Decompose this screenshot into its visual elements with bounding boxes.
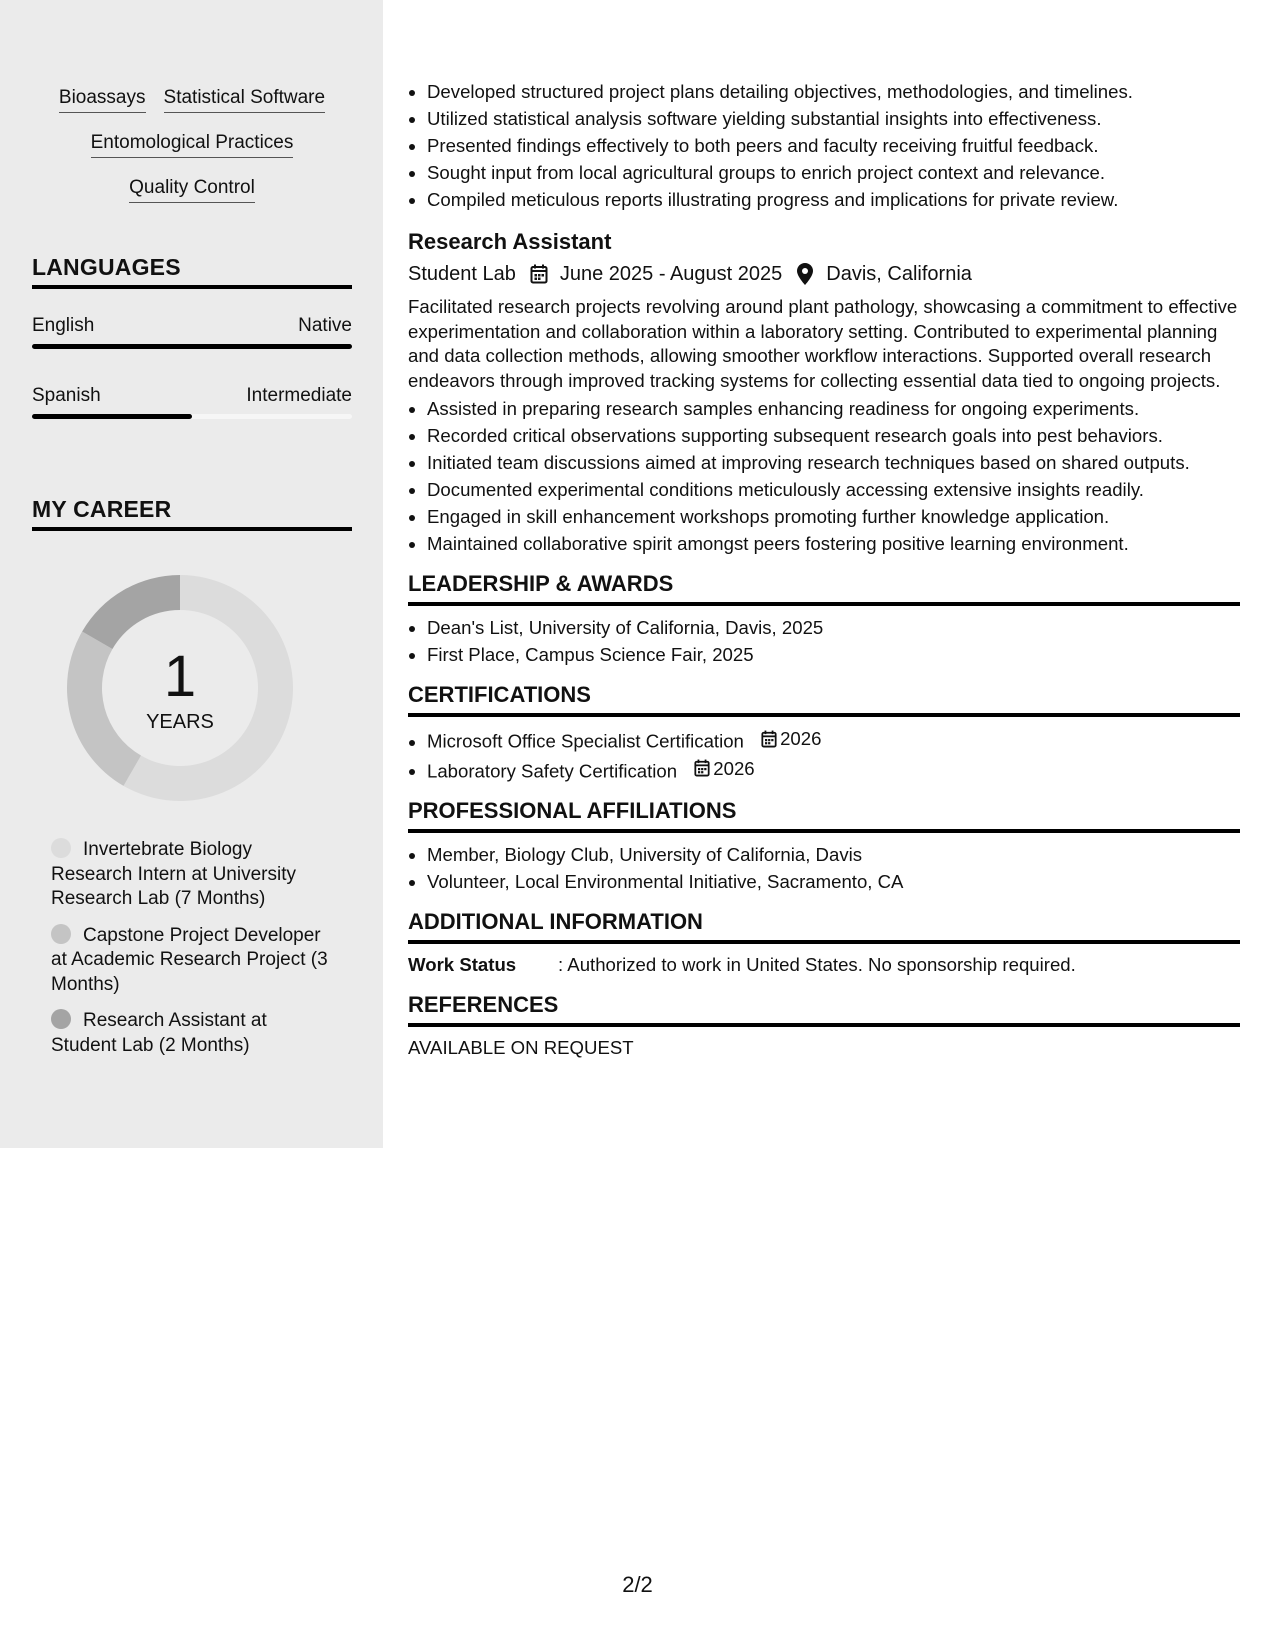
bullet-item: • Recorded critical observations supporting subsequent research goals into pest behaviors. <box>427 422 1240 449</box>
language-item <box>32 314 352 349</box>
legend-dot <box>51 838 71 858</box>
bullet-item: • Presented findings effectively to both peers and faculty receiving fruitful feedback. <box>427 132 1240 159</box>
job-meta <box>408 259 1240 289</box>
job-bullets <box>408 395 1240 557</box>
certification-item <box>427 755 1240 785</box>
bullet-item: • Documented experimental conditions meticulously accessing extensive insights readily. <box>427 476 1240 503</box>
job-location: Davis, California <box>826 263 972 285</box>
skill-row <box>32 176 352 203</box>
certification-name: Laboratory Safety Certification <box>427 760 678 781</box>
work-status-value: : Authorized to work in United States. No sponsorship required. <box>558 954 1076 975</box>
career-legend-text: Capstone Project Developer at Academic Research Project (3 Months) <box>51 924 328 995</box>
job-dates: June 2025 - August 2025 <box>559 263 783 285</box>
skill-row <box>32 86 352 113</box>
bullet-item: • Utilized statistical analysis software yielding substantial insights into effectiveness. <box>427 105 1240 132</box>
calendar-icon <box>694 759 710 777</box>
language-bar <box>32 344 352 349</box>
references-text: AVAILABLE ON REQUEST <box>408 1037 634 1058</box>
affiliations-heading: PROFESSIONAL AFFILIATIONS <box>408 796 1240 833</box>
languages-heading: LANGUAGES <box>32 254 352 289</box>
language-name: Spanish <box>32 385 101 406</box>
legend-dot <box>51 1009 71 1029</box>
language-level: Intermediate <box>246 385 352 406</box>
language-name: English <box>32 315 95 336</box>
certification-year: 2026 <box>713 757 755 779</box>
bullet-item: • Sought input from local agricultural groups to enrich project context and relevance. <box>427 159 1240 186</box>
references-heading: REFERENCES <box>408 990 1240 1027</box>
skill-tag: Entomological Practices <box>91 131 294 158</box>
map-pin-icon <box>794 263 816 285</box>
bullet-item: • Volunteer, Local Environmental Initiative, Sacramento, CA <box>427 868 1240 895</box>
certification-item <box>427 725 1240 755</box>
calendar-icon <box>528 263 550 285</box>
bullet-item: • Compiled meticulous reports illustrating progress and implications for private review. <box>427 186 1240 213</box>
certification-date <box>694 755 754 782</box>
page-number: 2/2 <box>622 1572 653 1597</box>
skill-tag: Statistical Software <box>164 86 326 113</box>
donut-segment <box>82 575 180 649</box>
career-unit: YEARS <box>146 711 214 733</box>
skill-row <box>32 131 352 158</box>
work-status-label: Work Status <box>408 954 517 975</box>
bullet-item: • Maintained collaborative spirit amongst peers fostering positive learning environment. <box>427 530 1240 557</box>
certifications-heading: CERTIFICATIONS <box>408 680 1240 717</box>
bullet-item: • Assisted in preparing research samples enhancing readiness for ongoing experiments. <box>427 395 1240 422</box>
career-legend-text: Invertebrate Biology Research Intern at University Research Lab (7 Months) <box>51 839 296 909</box>
career-legend <box>51 838 336 1070</box>
career-legend-item <box>51 924 336 998</box>
previous-job-bullets <box>408 78 1240 213</box>
language-item <box>32 384 352 419</box>
work-status-row <box>408 952 1240 978</box>
career-legend-text: Research Assistant at Student Lab (2 Months) <box>51 1010 267 1056</box>
bullet-item: • Member, Biology Club, University of California, Davis <box>427 841 1240 868</box>
sidebar <box>0 0 383 1148</box>
leadership-heading: LEADERSHIP & AWARDS <box>408 569 1240 606</box>
bullet-item: • Initiated team discussions aimed at improving research techniques based on shared outputs. <box>427 449 1240 476</box>
career-donut-chart <box>67 575 293 801</box>
career-legend-item <box>51 1009 336 1058</box>
certification-name: Microsoft Office Specialist Certification <box>427 730 744 752</box>
job-description: Facilitated research projects revolving around plant pathology, showcasing a commitment to effective experimentation and collaboration within a laboratory setting. Contributed to experimental planning and data collection methods, allowing smoother workflow interactions. Supported overall research endeavors through improved tracking systems for collecting essential data tied to ongoing projects. <box>408 296 1238 391</box>
job-company: Student Lab <box>408 263 516 285</box>
bullet-item: • Developed structured project plans detailing objectives, methodologies, and timelines. <box>427 78 1240 105</box>
calendar-icon <box>761 730 777 748</box>
bullet-item: • Dean's List, University of California, Davis, 2025 <box>427 614 1240 641</box>
legend-dot <box>51 924 71 944</box>
affiliations-list <box>408 841 1240 895</box>
certifications-list <box>408 725 1240 784</box>
career-total: 1 <box>163 644 197 709</box>
language-bar-fill <box>32 414 192 419</box>
career-legend-item <box>51 838 336 912</box>
language-bar-fill <box>32 344 352 349</box>
skill-tag: Bioassays <box>59 86 146 113</box>
leadership-list <box>408 614 1240 668</box>
additional-info-heading: ADDITIONAL INFORMATION <box>408 907 1240 944</box>
language-level: Native <box>298 315 352 336</box>
bullet-item: • Engaged in skill enhancement workshops promoting further knowledge application. <box>427 503 1240 530</box>
main-content <box>408 78 1240 1061</box>
skills-list <box>32 86 352 221</box>
skill-tag: Quality Control <box>129 176 255 203</box>
bullet-item: • First Place, Campus Science Fair, 2025 <box>427 641 1240 668</box>
certification-date <box>761 725 821 752</box>
language-bar <box>32 414 352 419</box>
job-title: Research Assistant <box>408 229 612 254</box>
career-heading: MY CAREER <box>32 496 352 531</box>
certification-year: 2026 <box>780 728 822 749</box>
